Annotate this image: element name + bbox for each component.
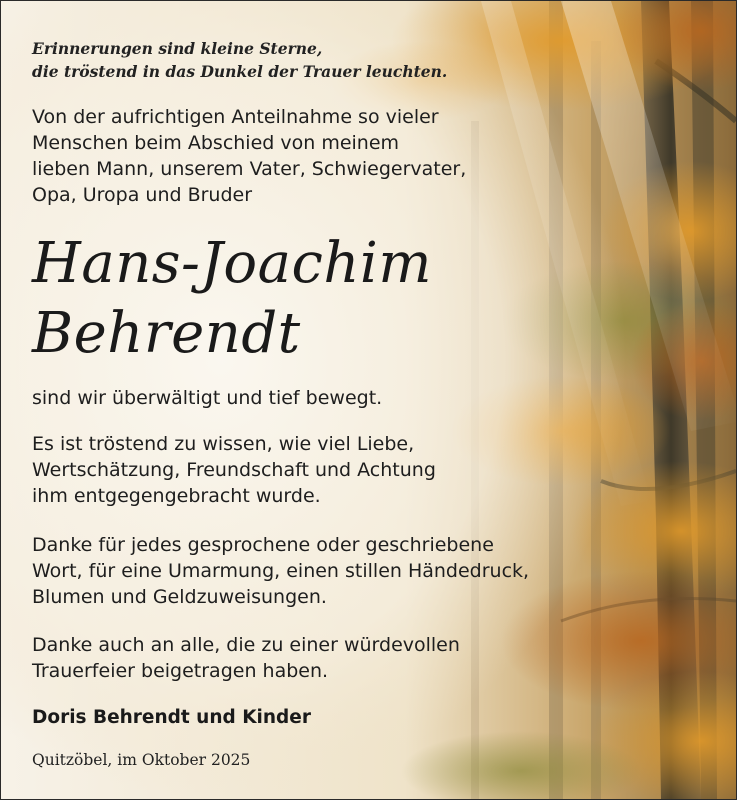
paragraph-2: [32, 431, 436, 509]
paragraph-line: Trauerfeier beigetragen haben.: [32, 660, 329, 682]
intro-line: lieben Mann, unserem Vater, Schwiegervater,: [32, 158, 467, 180]
paragraph-4: [32, 632, 460, 684]
motto-quote: [32, 37, 447, 83]
motto-line: die tröstend in das Dunkel der Trauer leuchten.: [32, 62, 448, 81]
paragraph-1: [32, 385, 382, 411]
paragraph-line: Danke auch an alle, die zu einer würdevollen: [32, 634, 460, 656]
paragraph-line: sind wir überwältigt und tief bewegt.: [32, 387, 383, 409]
paragraph-3: [32, 532, 529, 610]
intro-line: Menschen beim Abschied von meinem: [32, 132, 400, 154]
place-and-date: Quitzöbel, im Oktober 2025: [32, 751, 251, 769]
intro-paragraph: [32, 104, 466, 208]
deceased-last-name: Behrendt: [32, 301, 301, 366]
paragraph-line: ihm entgegengebracht wurde.: [32, 485, 321, 507]
paragraph-line: Es ist tröstend zu wissen, wie viel Liebe,: [32, 433, 415, 455]
signature: Doris Behrendt und Kinder: [32, 707, 311, 728]
deceased-name: [32, 229, 432, 369]
paragraph-line: Danke für jedes gesprochene oder geschriebene: [32, 534, 494, 556]
intro-line: Von der aufrichtigen Anteilnahme so vieler: [32, 106, 439, 128]
paragraph-line: Wertschätzung, Freundschaft und Achtung: [32, 459, 436, 481]
paragraph-line: Wort, für eine Umarmung, einen stillen Händedruck,: [32, 560, 530, 582]
notice-content: [1, 1, 736, 799]
deceased-first-name: Hans-Joachim: [32, 231, 432, 296]
paragraph-line: Blumen und Geldzuweisungen.: [32, 586, 327, 608]
intro-line: Opa, Uropa und Bruder: [32, 184, 253, 206]
motto-line: Erinnerungen sind kleine Sterne,: [32, 39, 323, 58]
